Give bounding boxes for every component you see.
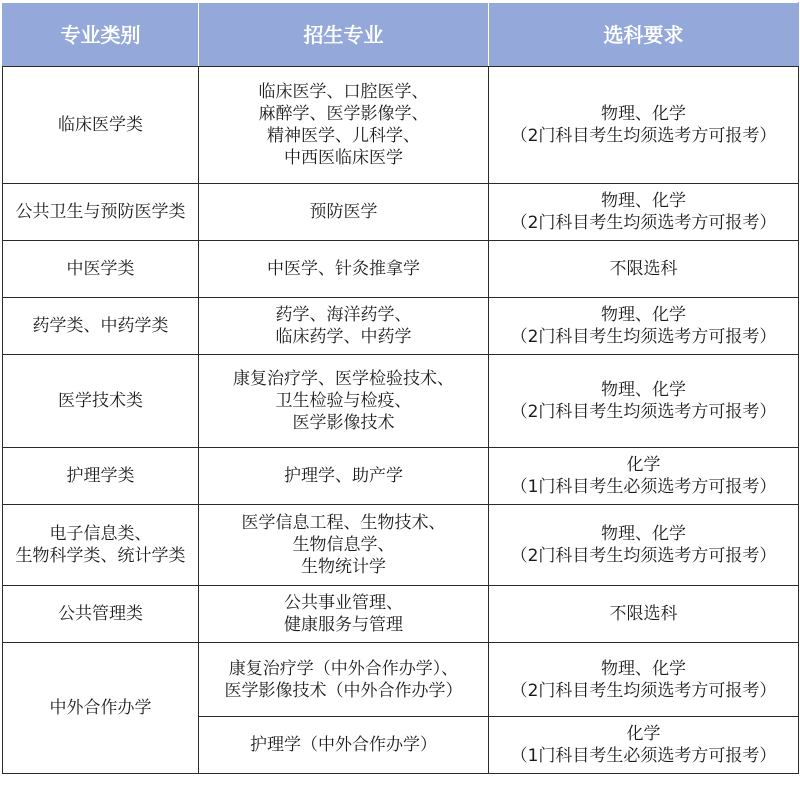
table-row xyxy=(3,355,799,448)
header-requirement: 选科要求 xyxy=(489,3,799,67)
table-row xyxy=(3,505,799,586)
major-line: 康复治疗学、医学检验技术、 xyxy=(233,369,454,389)
table-row xyxy=(3,184,799,241)
requirement-line: （2门科目考生均须选考方可报考） xyxy=(510,126,777,146)
major-line: 卫生检验与检疫、 xyxy=(275,391,412,411)
requirement-line: （2门科目考生均须选考方可报考） xyxy=(510,546,777,566)
requirement-cell xyxy=(489,67,799,184)
category-cell xyxy=(3,298,199,355)
majors-cell xyxy=(199,586,489,643)
requirement-line: 不限选科 xyxy=(609,604,678,624)
requirement-line: 物理、化学 xyxy=(601,305,686,325)
majors-cell xyxy=(199,184,489,241)
category-text: 医学技术类 xyxy=(58,391,143,411)
category-cell xyxy=(3,448,199,505)
requirement-line: 化学 xyxy=(626,455,661,475)
category-text: 护理学类 xyxy=(66,466,135,486)
major-line: 中西医临床医学 xyxy=(284,148,403,168)
category-text: 中医学类 xyxy=(66,259,135,279)
majors-cell xyxy=(199,241,489,298)
requirement-cell xyxy=(489,241,799,298)
category-cell xyxy=(3,355,199,448)
requirement-line: （1门科目考生必须选考方可报考） xyxy=(510,477,777,497)
table-row xyxy=(3,241,799,298)
major-line: 护理学、助产学 xyxy=(284,466,403,486)
requirement-line: （1门科目考生必须选考方可报考） xyxy=(510,746,777,766)
majors-cell xyxy=(199,505,489,586)
category-text: 药学类、中药学类 xyxy=(32,316,169,336)
major-line: 药学、海洋药学、 xyxy=(275,305,412,325)
category-cell xyxy=(3,505,199,586)
category-cell xyxy=(3,67,199,184)
requirement-line: 物理、化学 xyxy=(601,658,686,679)
category-text: 临床医学类 xyxy=(58,115,143,135)
requirement-line: 物理、化学 xyxy=(601,524,686,544)
major-line: 公共事业管理、 xyxy=(284,593,403,613)
category-cell xyxy=(3,184,199,241)
requirement-line: （2门科目考生均须选考方可报考） xyxy=(510,213,777,233)
requirement-cell xyxy=(489,184,799,241)
major-line: 临床药学、中药学 xyxy=(275,327,412,347)
requirement-line: 不限选科 xyxy=(609,259,678,279)
category-cell xyxy=(3,586,199,643)
majors-cell xyxy=(199,67,489,184)
major-line: 医学影像技术 xyxy=(292,413,395,433)
requirement-cell xyxy=(489,586,799,643)
table-row xyxy=(3,586,799,643)
majors-cell xyxy=(199,298,489,355)
major-line: 临床医学、口腔医学、 xyxy=(258,82,429,102)
requirement-cell xyxy=(489,448,799,505)
requirement-cell xyxy=(489,717,799,774)
major-line: 康复治疗学（中外合作办学）、 xyxy=(228,658,459,679)
majors-cell xyxy=(199,717,489,774)
requirement-cell xyxy=(489,643,799,717)
requirement-cell xyxy=(489,355,799,448)
major-line: 医学信息工程、生物技术、 xyxy=(241,513,446,533)
requirement-line: 化学 xyxy=(626,724,661,744)
majors-cell xyxy=(199,355,489,448)
major-line: 生物统计学 xyxy=(301,557,386,577)
requirement-line: 物理、化学 xyxy=(601,380,686,400)
category-text: 公共卫生与预防医学类 xyxy=(15,202,186,222)
requirement-line: （2门科目考生均须选考方可报考） xyxy=(510,327,777,347)
requirement-line: 物理、化学 xyxy=(601,104,686,124)
admission-table xyxy=(2,2,799,774)
majors-cell xyxy=(199,448,489,505)
category-text: 电子信息类、 生物科学类、统计学类 xyxy=(15,524,186,566)
major-line: 护理学（中外合作办学） xyxy=(250,735,437,755)
header-row xyxy=(3,3,799,67)
major-line: 麻醉学、医学影像学、 xyxy=(258,104,429,124)
table-row xyxy=(3,67,799,184)
requirement-cell xyxy=(489,505,799,586)
category-text: 公共管理类 xyxy=(58,604,143,624)
table-row xyxy=(3,298,799,355)
category-text: 中外合作办学 xyxy=(49,698,152,718)
table-row xyxy=(3,448,799,505)
requirement-line: （2门科目考生均须选考方可报考） xyxy=(510,680,777,701)
header-category: 专业类别 xyxy=(3,3,199,67)
category-cell xyxy=(3,643,199,774)
major-line: 医学影像技术（中外合作办学） xyxy=(224,680,463,701)
major-line: 预防医学 xyxy=(309,202,378,222)
requirement-line: （2门科目考生均须选考方可报考） xyxy=(510,402,777,422)
header-majors: 招生专业 xyxy=(199,3,489,67)
requirement-cell xyxy=(489,298,799,355)
major-line: 精神医学、儿科学、 xyxy=(267,126,420,146)
requirement-line: 物理、化学 xyxy=(601,191,686,211)
majors-cell xyxy=(199,643,489,717)
major-line: 生物信息学、 xyxy=(292,535,395,555)
major-line: 中医学、针灸推拿学 xyxy=(267,259,420,279)
major-line: 健康服务与管理 xyxy=(284,615,403,635)
table-row xyxy=(3,643,799,717)
category-cell xyxy=(3,241,199,298)
